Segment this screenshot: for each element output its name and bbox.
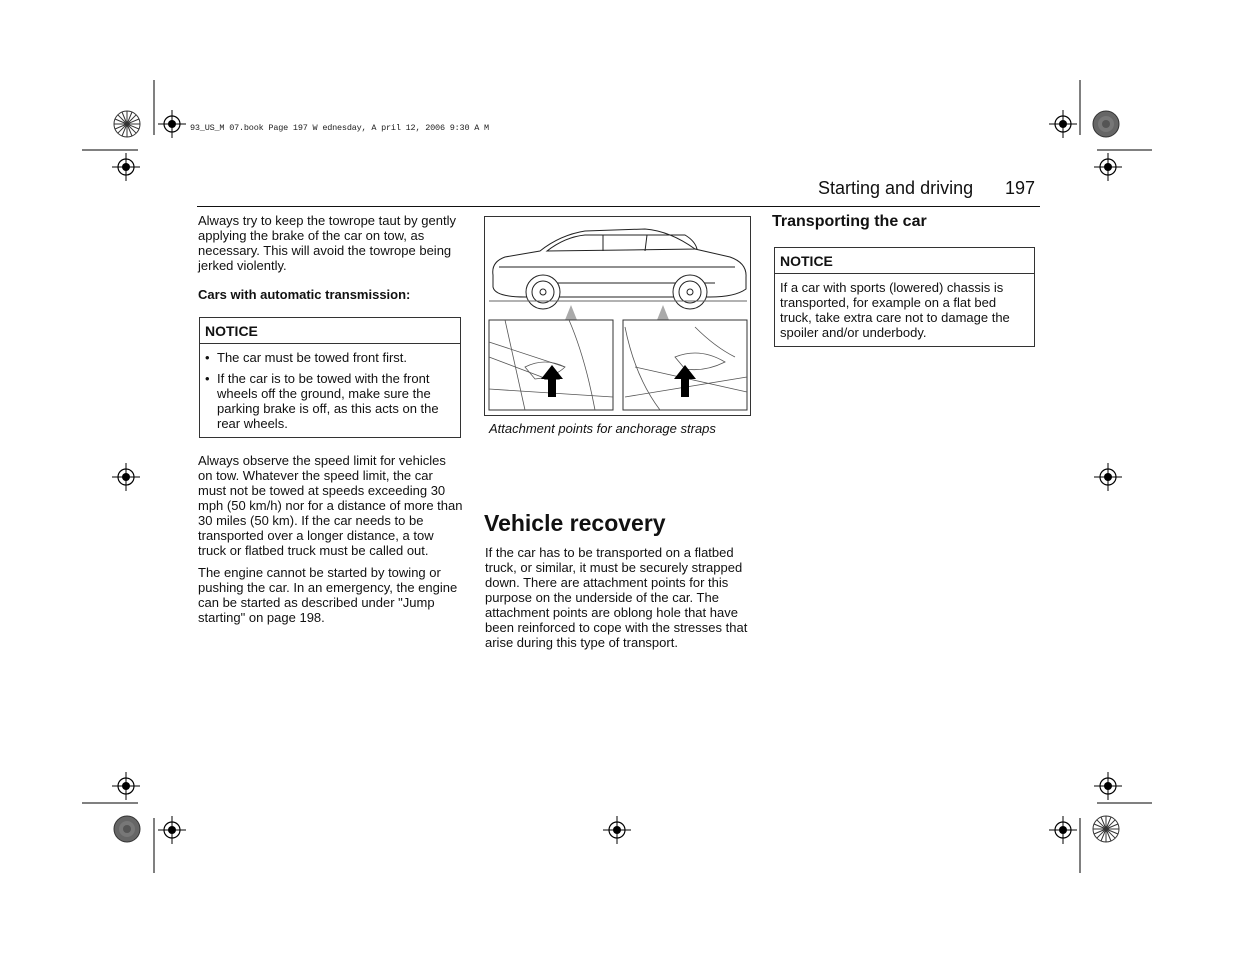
speed-limit-paragraph: Always observe the speed limit for vehicles on tow. Whatever the speed limit, the car must not be towed at speeds exceeding 30 mph (50 km/h) nor for a distance of more than 30 miles (50 km). If the car needs to be transported over a longer distance, a tow truck or flatbed truck must be called out. bbox=[198, 453, 463, 558]
transport-notice bbox=[774, 247, 1035, 347]
print-slug: 93_US_M 07.book Page 197 W ednesday, A pril 12, 2006 9:30 A M bbox=[190, 123, 489, 133]
vehicle-recovery-heading: Vehicle recovery bbox=[484, 510, 666, 536]
figure-caption: Attachment points for anchorage straps bbox=[489, 421, 716, 436]
automatic-transmission-subhead: Cars with automatic transmission: bbox=[198, 287, 411, 302]
page-number: 197 bbox=[1005, 178, 1036, 198]
section-title: Starting and driving bbox=[818, 178, 974, 198]
notice-list bbox=[205, 350, 455, 431]
notice-title: NOTICE bbox=[200, 318, 460, 344]
towrope-paragraph: Always try to keep the towrope taut by gently applying the brake of the car on tow, as necessary. This will avoid the towrope being jerked violently. bbox=[198, 213, 456, 273]
header-rule bbox=[197, 206, 1040, 207]
engine-start-paragraph: The engine cannot be started by towing or pushing the car. In an emergency, the engine can be started as described under "Jump starting" on page 198. bbox=[198, 565, 458, 625]
notice-item: • If the car is to be towed with the front wheels off the ground, make sure the parking brake is off, as this acts on the rear wheels. bbox=[205, 371, 455, 431]
transporting-heading: Transporting the car bbox=[772, 213, 927, 230]
notice-text: If a car with sports (lowered) chassis is transported, for example on a flat bed truck, take extra care not to damage the spoiler and/or underbody. bbox=[780, 280, 1010, 340]
anchorage-figure bbox=[484, 216, 751, 416]
notice-item: • The car must be towed front first. bbox=[205, 350, 455, 365]
vehicle-recovery-paragraph: If the car has to be transported on a flatbed truck, or similar, it must be securely strapped down. There are attachment points for this purpose on the underside of the car. The attachment points are oblong hole that have been reinforced to cope with the stresses that arise during this type of transport. bbox=[485, 545, 748, 650]
towing-notice bbox=[199, 317, 461, 438]
car-illustration bbox=[485, 217, 750, 415]
notice-title: NOTICE bbox=[775, 248, 1034, 274]
